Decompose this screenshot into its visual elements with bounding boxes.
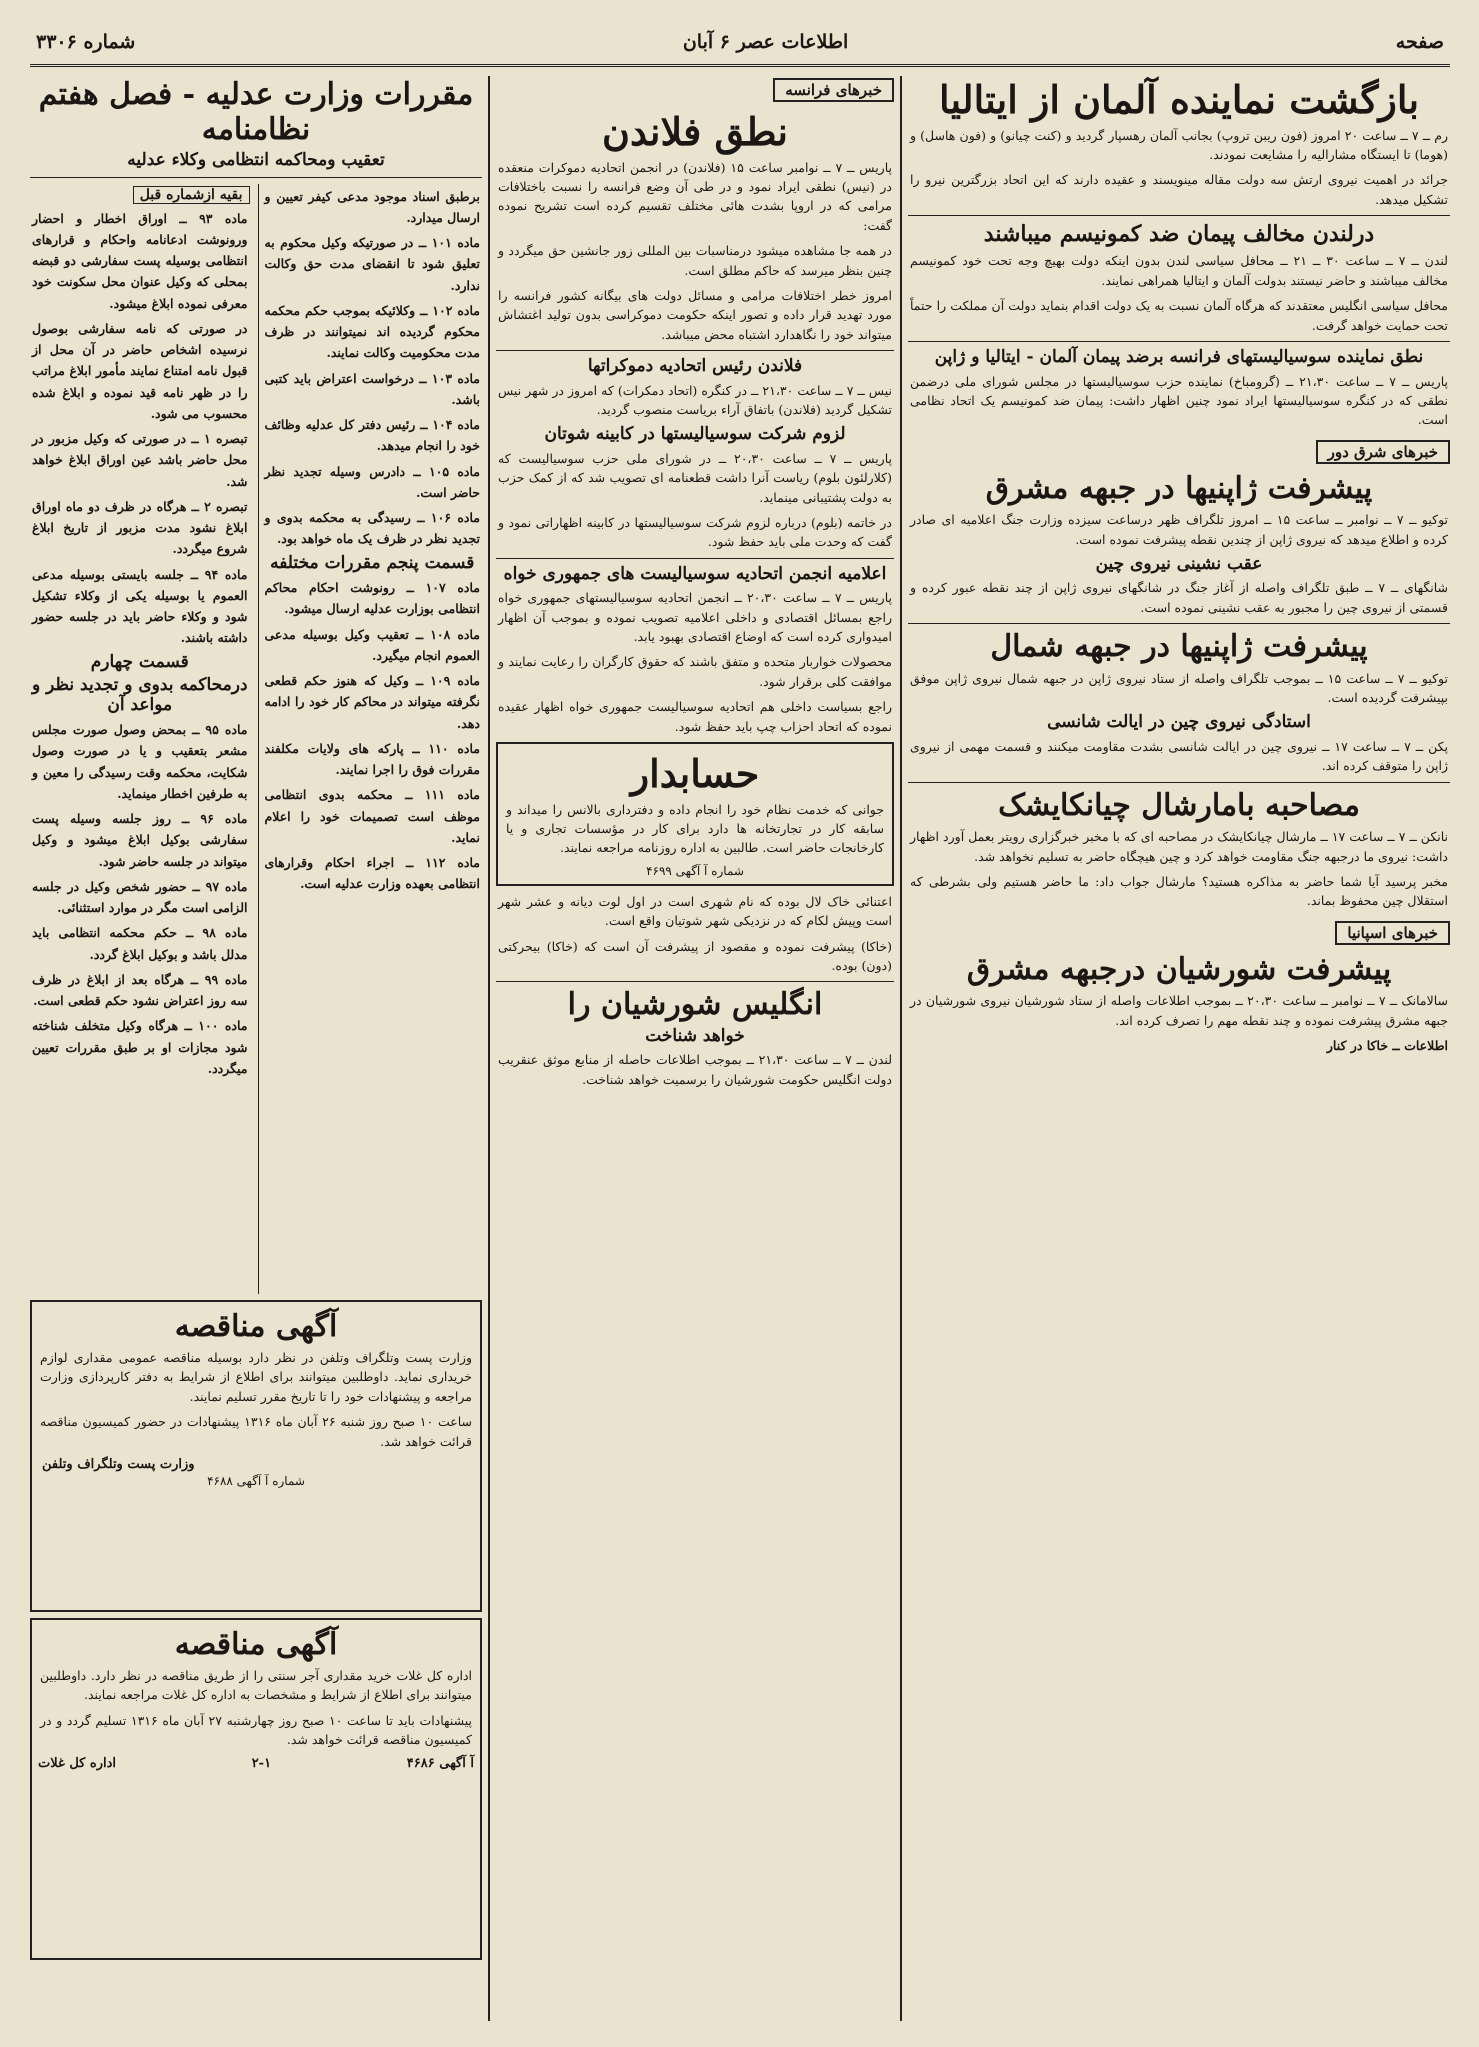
article-text: لندن ــ ۷ ــ ساعت ۲۱،۳۰ ــ بموجب اطلاعات حاصله از منابع موثق عنقریب دولت انگلیس حکومت شورشیان را برسمیت خواهد شناخت. xyxy=(498,1052,893,1087)
article-text: پاریس ــ ۷ ــ ساعت ۲۰،۳۰ ــ در شورای ملی حزب سوسیالیست که (کلارلئون بلوم) ریاست آنرا داشت قطعنامه ای تصویب شد که از کمک حزب به دولت پشتیبانی مینماید. xyxy=(498,450,892,505)
article-text: رم ــ ۷ ــ ساعت ۲۰ امروز (فون ریبن تروپ) بجانب آلمان رهسپار گردید و (کنت چیانو) و (فون هاسل) و (هوما) تا ایستگاه مشارالیه را مشایعت نمودند. xyxy=(910,127,1449,163)
tender-signature: اداره کل غلات xyxy=(38,1755,116,1771)
headline-england-recognize-sub: خواهد شناخت xyxy=(645,1025,745,1046)
headline-shansi: استادگی نیروی چین در ایالت شانسی xyxy=(1047,712,1311,733)
tender-notice-grain xyxy=(30,1618,482,1960)
article-text: امروز خطر اختلافات مرامی و مسائل دولت های بیگانه کشور فرانسه را مورد تهدید قرار داده و تصور اینکه حکومت دموکراسی بدون تولید اغتشاش میتواند خود را نگاهدارد اشتباه محض میباشد. xyxy=(498,287,892,342)
tender-signature: وزارت پست وتلگراف وتلفن xyxy=(42,1456,195,1472)
column-middle xyxy=(496,74,894,2024)
article-text: پاریس ــ ۷ ــ نوامبر ساعت ۱۵ (فلاندن) در انجمن اتحادیه دموکرات منعقده در (نیس) نطقی ایراد نمود و در طی آن وضع فرانسه را نسبت باختلافات مرامی که در اروپا بشدت هائی مختلف تقسیم کرده است تشریح نموده گفت: xyxy=(498,159,892,233)
article-text: ماده ۱۰۸ ــ تعقیب وکیل بوسیله مدعی العموم انجام میگیرد. xyxy=(264,626,481,663)
article-text: ماده ۱۰۴ ــ رئیس دفتر کل عدلیه وظائف خود را انجام میدهد. xyxy=(264,417,480,454)
tender-code: ۲-۱ xyxy=(251,1755,272,1771)
article-text: راجع بسیاست داخلی هم اتحادیه سوسیالیست جمهوری خواه اظهار عقیده نموده که اتحاد احزاب چپ باید حفظ شود. xyxy=(498,699,892,734)
chapter-number: قسمت چهارم xyxy=(90,651,189,672)
tender-notice-post xyxy=(30,1300,482,1612)
article-text: در صورتی که نامه سفارشی بوصول نرسیده اشخاص حاضر در آن محل از قبول نامه امتناع نمایند مأمور ابلاغ مراتب را در ظهر نامه قید نموده و ابلاغ شده محسوب می شود. xyxy=(32,320,248,421)
article-text: پاریس ــ ۷ ــ ساعت ۲۱،۳۰ ــ (گرومباخ) نماینده حزب سوسیالیستها در مجلس شورای ملی درضمن نطقی که در کنگره سوسیالیستها ایراد نمود چنین اظهار داشت: پیمان ضد کمونیسم یک اتحاد نظامی است. xyxy=(910,373,1448,428)
tender-text: اداره کل غلات خرید مقداری آجر سنتی را از طریق مناقصه در نظر دارد. داوطلبین میتوانند برای اطلاع از شرایط و مشخصات به اداره کل غلات مراجعه نمایند. xyxy=(40,1668,472,1703)
article-text: ماده ۱۰۲ ــ وکلائیکه بموجب حکم محکمه محکوم گردیده اند نمیتوانند در ظرف مدت محکومیت وکالت نمایند. xyxy=(264,302,480,361)
article-text: ماده ۱۰۵ ــ دادرس وسیله تجدید نظر حاضر است. xyxy=(264,463,480,500)
issue-number: شماره ۳۳۰۶ xyxy=(36,31,136,53)
article-text: تبصره ۱ ــ در صورتی که وکیل مزبور در محل حاضر باشد عین اوراق ابلاغ خواهد شد. xyxy=(32,431,248,489)
divider xyxy=(496,350,894,351)
article-text: سالامانک ــ ۷ ــ نوامبر ــ ساعت ۲۰،۳۰ ــ بموجب اطلاعات واصله از ستاد شورشیان نیروی شورشیان در جبهه مشرق پیشرفت نموده و چند نقطه مهم را تصرف کرده اند. xyxy=(910,993,1448,1028)
masthead xyxy=(30,20,1450,67)
headline-rebels-east: پیشرفت شورشیان درجبهه مشرق xyxy=(966,951,1392,987)
page-label: صفحه xyxy=(1395,31,1444,53)
regulations-body xyxy=(30,184,482,1294)
headline-flandin-president: فلاندن رئیس اتحادیه دموکراتها xyxy=(587,356,803,377)
subhead-discipline: تعقیب ومحاکمه انتظامی وکلاء عدلیه xyxy=(127,150,385,170)
article-text: ماده ۹۸ ــ حکم محکمه انتظامی باید مدلل باشد و بوکیل ابلاغ گردد. xyxy=(32,925,248,962)
article-text: ماده ۱۰۱ ــ در صورتیکه وکیل محکوم به تعلیق شود تا انقضای مدت حق وکالت ندارد. xyxy=(264,235,480,293)
column-right xyxy=(908,74,1450,2024)
article-text: جرائد در اهمیت نیروی ارتش سه دولت مقاله مینویسند و عقیده دارند که این اتحاد بزرگترین نیرو را تشکیل میدهد. xyxy=(910,172,1448,207)
article-text: ماده ۱۰۷ ــ رونوشت احکام محاکم انتظامی بوزارت عدلیه ارسال میشود. xyxy=(264,580,480,617)
article-text: ماده ۱۰۶ ــ رسیدگی به محکمه بدوی و تجدید نظر در ظرف یک ماه خواهد بود. xyxy=(264,510,480,547)
article-text: ماده ۱۰۹ ــ وکیل که هنوز حکم قطعی نگرفته میتواند در محاکم کار خود را ادامه دهد. xyxy=(264,673,480,731)
regulations-left-subcol xyxy=(30,184,250,1294)
section-label-france: خبرهای فرانسه xyxy=(773,78,894,102)
article-text: محافل سیاسی انگلیس معتقدند که هرگاه آلمان نسبت به یک دولت اقدام بنماید دولت آن مملکت را حتماً تحت حمایت خواهد گرفت. xyxy=(910,298,1448,333)
chapter-title: قسمت پنجم مقررات مختلفه xyxy=(270,552,475,573)
article-text: ماده ۹۶ ــ روز جلسه وسیله پست سفارشی بوکیل ابلاغ میشود و وکیل میتواند در جلسه حاضر شود. xyxy=(32,811,248,869)
continued-label: بقیه ازشماره قبل xyxy=(133,186,250,204)
article-text: ماده ۱۱۱ ــ محکمه بدوی انتظامی موظف است تصمیمات خود را اعلام نماید. xyxy=(264,787,480,845)
article-text: ماده ۹۴ ــ جلسه بایستی بوسیله مدعی العموم یا بوسیله یکی از وکلاء تشکیل شود و وکلاء حاضر باید در جلسه حضور داشته باشند. xyxy=(32,566,248,646)
classified-title: حسابدار xyxy=(630,750,760,796)
tender-text: وزارت پست وتلگراف وتلفن در نظر دارد بوسیله مناقصه عمومی مقداری لوازم خریداری نماید. داوطلبین میتوانند برای اطلاع از شرایط به دفتر کارپردازی وزارت مراجعه و پیشنهادات خود را تا تاریخ مقرر تسلیم نمایند. xyxy=(40,1350,472,1404)
headline-chiang-interview: مصاحبه بامارشال چیانکایشک xyxy=(998,787,1360,823)
headline-socialist-union: اعلامیه انجمن اتحادیه سوسیالیست های جمهوری خواه xyxy=(503,563,887,584)
divider xyxy=(496,558,894,559)
article-text: پکن ــ ۷ ــ ساعت ۱۷ ــ نیروی چین در ایالت شانسی بشدت مقاومت میکنند و قسمت مهمی از نیروی ژاپن را متوقف کرده اند. xyxy=(910,739,1448,774)
classified-accountant xyxy=(496,742,894,886)
tender-number: آ آگهی ۴۶۸۶ xyxy=(406,1755,474,1771)
article-text: نانکن ــ ۷ ــ ساعت ۱۷ ــ مارشال چیانکایشک در مصاحبه ای که با مخبر خبرگزاری رویتر بعمل آورد اظهار داشت: نیروی ما درجبهه جنگ مقاومت خواهد کرد و چین هیچگاه حاضر به تسلیم نخواهد شد. xyxy=(910,829,1448,864)
article-text: ماده ۹۷ ــ حضور شخص وکیل در جلسه الزامی است مگر در موارد استثنائی. xyxy=(32,878,248,916)
article-text: ماده ۹۳ ــ اوراق اخطار و احضار ورونوشت ادعانامه واحکام و قرارهای انتظامی بوسیله پست سفارشی دو قبضه بمحلی که وکیل عنوان محل سکونت خود معرفی نموده ابلاغ میشود. xyxy=(32,210,248,311)
chapter-title: درمحاکمه بدوی و تجدید نظر و مواعد آن xyxy=(31,675,248,715)
article-text: ماده ۹۵ ــ بمحض وصول صورت مجلس مشعر بتعقیب و یا در صورت وصول شکایت، محکمه وقت رسیدگی را معین و به طرفین اخطار مینماید. xyxy=(32,722,248,801)
headline-flandin-speech: نطق فلاندن xyxy=(602,109,788,154)
headline-england-recognize: انگلیس شورشیان را xyxy=(567,987,823,1023)
masthead-center: اطلاعات عصر ۶ آبان xyxy=(682,31,849,53)
article-text: محصولات خواربار متحده و متفق باشند که حقوق کارگران را رعایت نمایند و موافقت کلی برقرار شود. xyxy=(498,654,892,689)
article-text: توکیو ــ ۷ ــ نوامبر ــ ساعت ۱۵ ــ امروز تلگراف ظهر درساعت سیزده وزارت جنگ اعلامیه ای صادر کرده و اطلاع میدهد که نیروی ژاپن از چندین نقطه پیشرفت نموده است. xyxy=(910,512,1449,547)
article-text: (خاکا) پیشرفت نموده و مقصود از پیشرفت آن است که (خاکا) بیحرکتی (دون) بوده. xyxy=(498,938,892,973)
article-text: ماده ۹۹ ــ هرگاه بعد از ابلاغ در ظرف سه روز اعتراض نشود حکم قطعی است. xyxy=(32,971,248,1009)
divider xyxy=(908,215,1450,216)
tender-number: شماره آ آگهی ۴۶۸۸ xyxy=(207,1473,305,1488)
column-rule-right xyxy=(900,76,902,2021)
article-text: ماده ۱۰۰ ــ هرگاه وکیل متخلف شناخته شود مجازات او بر طبق مقررات تعیین میگردد. xyxy=(32,1018,248,1076)
section-label-spain: خبرهای اسپانیا xyxy=(1335,921,1450,945)
divider xyxy=(496,981,894,982)
tender-text: ساعت ۱۰ صبح روز شنبه ۲۶ آبان ماه ۱۳۱۶ پیشنهادات در حضور کمیسیون مناقصه قرائت خواهد شد. xyxy=(40,1414,472,1449)
divider xyxy=(908,341,1450,342)
regulations-right-subcol xyxy=(258,184,483,1294)
headline-east-front: پیشرفت ژاپنیها در جبهه مشرق xyxy=(985,470,1373,506)
article-text: مخبر پرسید آیا شما حاضر به مذاکره هستید؟ مارشال جواب داد: ما حاضر هستیم ولی بشرطی که استقلال چین محفوظ بماند. xyxy=(910,874,1448,909)
divider xyxy=(30,177,482,178)
footer-text: خاکا در کنار xyxy=(1326,1038,1389,1053)
article-text: تبصره ۲ ــ هرگاه در ظرف دو ماه اوراق ابلاغ نشود مدت مزبور از تاریخ ابلاغ شروع میگردد. xyxy=(32,498,248,557)
classified-number: شماره آ آگهی ۴۶۹۹ xyxy=(646,863,744,878)
article-text: برطبق اسناد موجود مدعی کیفر تعیین و ارسال میدارد. xyxy=(264,188,480,225)
article-text: اعتنائی خاک لال بوده که نام شهری است در اول لوت دیانه و عشر شهر است وپیش لکام که در نزدیکی شهر شوتیان واقع است. xyxy=(498,893,892,929)
classified-text: جوانی که خدمت نظام خود را انجام داده و دفترداری بالانس را میداند و سابقه کار در تجارتخانه ها دارد برای کار در مؤسسات تجاری و یا کارخانجات حاضر است. طالبین به اداره روزنامه مراجعه نمایند. xyxy=(506,801,884,856)
column-rule-left xyxy=(488,76,490,2021)
article-text: ماده ۱۰۳ ــ درخواست اعتراض باید کتبی باشد. xyxy=(264,370,480,407)
headline-socialist-cabinet: لزوم شرکت سوسیالیستها در کابینه شوتان xyxy=(544,424,846,445)
tender-text: پیشنهادات باید تا ساعت ۱۰ صبح روز چهارشنبه ۲۷ آبان ماه ۱۳۱۶ تسلیم گردد و در کمیسیون مناقصه قرائت خواهد شد. xyxy=(40,1712,472,1748)
headline-china-retreat: عقب نشینی نیروی چین xyxy=(1095,553,1263,574)
headline-german-envoy: بازگشت نماینده آلمان از ایتالیا xyxy=(938,77,1420,122)
tender-title: آگهی مناقصه xyxy=(174,1308,338,1344)
tender-footer xyxy=(38,1756,474,1771)
tender-title: آگهی مناقصه xyxy=(174,1626,338,1662)
divider xyxy=(908,782,1450,783)
newspaper-page xyxy=(30,20,1450,2025)
column-left xyxy=(30,74,482,2024)
article-text: شانگهای ــ ۷ ــ طبق تلگراف واصله از آغاز جنگ در شانگهای نیروی ژاپن از چند نقطه عبور کرده و قسمتی از نیروی چین را مجبور به عقب نشینی نموده است. xyxy=(910,580,1449,615)
section-label-far-east: خبرهای شرق دور xyxy=(1316,440,1450,464)
article-text: ماده ۱۱۲ ــ اجراء احکام وقرارهای انتظامی بعهده وزارت عدلیه است. xyxy=(264,855,480,892)
divider xyxy=(908,623,1450,624)
footer-line: اطلاعات ــ خاکا در کنار xyxy=(1326,1038,1448,1053)
article-text: در خاتمه (بلوم) درباره لزوم شرکت سوسیالیستها در کابینه اظهاراتی نمود و گفت که وحدت ملی باید حفظ شود. xyxy=(498,515,892,550)
article-text: در همه جا مشاهده میشود درمناسبات بین المللی زور جانشین حق میگردد و چنین بنظر میرسد که حاکم مطلق است. xyxy=(498,243,892,278)
headline-north-front: پیشرفت ژاپنیها در جبهه شمال xyxy=(990,629,1368,665)
article-text: توکیو ــ ۷ ــ ساعت ۱۵ ــ بموجب تلگراف واصله از ستاد نیروی ژاپن در جبهه شمال نیروی ژاپن موفق بپیشرفت گردیده است. xyxy=(910,670,1448,706)
headline-socialists: نطق نماینده سوسیالیستهای فرانسه برضد پیمان آلمان - ایتالیا و ژاپن xyxy=(934,346,1424,367)
headline-justice-regulations: مقررات وزارت عدلیه - فصل هفتم نظامنامه xyxy=(38,77,474,147)
footer-label: اطلاعات xyxy=(1404,1038,1448,1053)
article-text: نیس ــ ۷ ــ ساعت ۲۱،۳۰ ــ در کنگره (اتحاد دمکرات) که امروز در شهر نیس تشکیل گردید (فلاندن) باتفاق آراء بریاست منصوب گردید. xyxy=(498,382,892,417)
article-text: ماده ۱۱۰ ــ پارکه های ولایات مکلفند مقررات فوق را اجرا نمایند. xyxy=(264,740,480,778)
article-text: پاریس ــ ۷ ــ ساعت ۲۰،۳۰ ــ انجمن اتحادیه سوسیالیستهای جمهوری خواه راجع بمسائل اقتصادی و داخلی اعلامیه تصویب نموده و بموجب آن اظهار امیدواری کرده است که اوضاع اقتصادی بهبود یابد. xyxy=(498,590,893,645)
article-text: لندن ــ ۷ ــ ساعت ۳۰ ــ ۲۱ ــ محافل سیاسی لندن بدون اینکه دولت بهیچ وجه تحت خود کمونیسم مخالف میباشند و حاضر نیستند بدولت آلمان و ایتالیا همراهی نمایند. xyxy=(910,253,1448,288)
headline-london: درلندن مخالف پیمان ضد کمونیسم میباشند xyxy=(983,221,1375,248)
